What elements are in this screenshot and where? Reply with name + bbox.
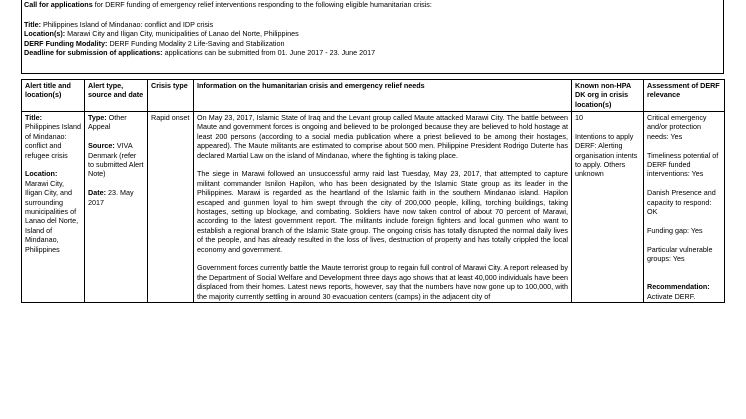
header-alert-title: Alert title and location(s): [22, 80, 85, 112]
assessment-item: Funding gap: Yes: [647, 225, 703, 235]
header-assessment: Assessment of DERF relevance: [644, 80, 725, 112]
deadline-text: applications can be submitted from 01. June 2017 - 23. June 2017: [162, 48, 376, 58]
info-paragraph-2: The siege in Marawi followed an unsuccessful army raid last Tuesday, May 23, 2017, that attempted to capture militant commander Isnilon Hapilon, who has been designated by the Islamic State group as its leader in the Philippines. Marawi is regarded as the heartland of the Islamic faith in the southern Mindanao island. Hapilon escaped and gunmen loyal to him swept through the city of 200,000 people, killing, torching buildings, taking hostages, setting up blockage, and combating. Soldiers have now taken control of about 70 percent of Marawi, according to the latest government report. The militants include foreign fighters and local gunmen who want to establish a regional branch of the Islamic State group. The ongoing crisis has totally disrupted the normal daily lives of the people, and has already resulted in the loss of lives, destruction of property and has totally crippled the local economy and government.: [197, 169, 568, 254]
date-label: Date:: [88, 188, 106, 198]
location-label: Location(s):: [24, 29, 66, 39]
cell-information: [194, 112, 572, 303]
assessment-item: Critical emergency and/or protection needs: Yes: [647, 113, 707, 141]
alert-title-text: Philippines Island of Mindanao: conflict and refugee crisis: [25, 122, 81, 160]
type-label: Type:: [88, 113, 107, 122]
modality-line: [24, 39, 720, 49]
date-text: 23. May 2017: [88, 188, 134, 207]
intro-section: [24, 0, 720, 58]
call-label: Call for applications: [24, 0, 93, 9]
recommendation-text: Activate DERF.: [647, 291, 696, 301]
title-label: Title:: [24, 19, 42, 29]
deadline-line: [24, 48, 720, 58]
assessment-item: Particular vulnerable groups: Yes: [647, 244, 713, 264]
title-text: Philippines Island of Mindanao: conflict and IDP crisis: [41, 19, 214, 29]
location-text: Marawi City and Iligan City, municipalities of Lanao del Norte, Philippines: [65, 29, 299, 39]
cell-crisis-type: Rapid onset: [148, 112, 194, 303]
assessment-item: Timeliness potential of DERF funded interventions: Yes: [647, 150, 719, 179]
modality-label: DERF Funding Modality:: [24, 38, 108, 48]
location-line: [24, 29, 720, 39]
title-label: Title:: [25, 113, 43, 122]
location-label: Location:: [25, 169, 58, 179]
title-line: [24, 20, 720, 30]
info-paragraph-3: Government forces currently battle the Maute terrorist group to regain full control of Marawi City. A report released by the Department of Social Welfare and Development three days ago shows that at least 40,000 individuals have been displaced from their homes. Latest news reports, however, say that the numbers have now gone up to 100,000, with the majority currently settling in around 30 evacuation centers (camps) in the adjacent city of: [197, 263, 568, 301]
info-paragraph-1: On May 23, 2017, Islamic State of Iraq and the Levant group called Maute attacked Marawi City. The battle between Maute and government forces is ongoing and believed to be prolonged because they are believed to hold hostage at least 200 persons (according to a social media publication where a priest believed to be among their hostages, appeared). The Maute militants are estimated to comprise about 500 men. Philippine President Rodrigo Duterte has declared Martial Law on the island of Mindanao, where the fighting is taking place.: [197, 113, 568, 160]
deadline-label: Deadline for submission of applications:: [24, 48, 163, 58]
source-text: VIVA Denmark (refer to submitted Alert Note): [88, 141, 144, 179]
org-intentions: Intentions to apply DERF: Alerting organisation intents to apply. Others unknown: [575, 131, 638, 179]
header-crisis-type: Crisis type: [148, 80, 194, 112]
cell-alert-title: [22, 112, 85, 303]
header-alert-type: Alert type, source and date: [85, 80, 148, 112]
source-label: Source:: [88, 141, 115, 151]
org-count: 10: [575, 113, 583, 122]
call-line: [24, 0, 720, 10]
assessment-item: Danish Presence and capacity to respond: OK: [647, 188, 716, 217]
recommendation-label: Recommendation:: [647, 282, 710, 292]
table-header-row: [22, 80, 725, 112]
table-row: [22, 112, 725, 303]
header-information: Information on the humanitarian crisis and emergency relief needs: [194, 80, 572, 112]
call-text: for DERF funding of emergency relief interventions responding to the following eligible humanitarian crisis:: [92, 0, 432, 9]
cell-known-org: [572, 112, 644, 303]
header-known-org: Known non-HPA DK org in crisis location(s): [572, 80, 644, 112]
modality-text: DERF Funding Modality 2 Life-Saving and Stabilization: [107, 38, 285, 48]
cell-alert-type: [85, 112, 148, 303]
type-text: Other Appeal: [88, 113, 127, 132]
alert-table: [21, 79, 725, 303]
cell-assessment: [644, 112, 725, 303]
alert-location-text: Marawi City, Iligan City, and surrounding municipalities of Lanao del Norte, Island of Mindanao, Philippines: [25, 178, 79, 254]
